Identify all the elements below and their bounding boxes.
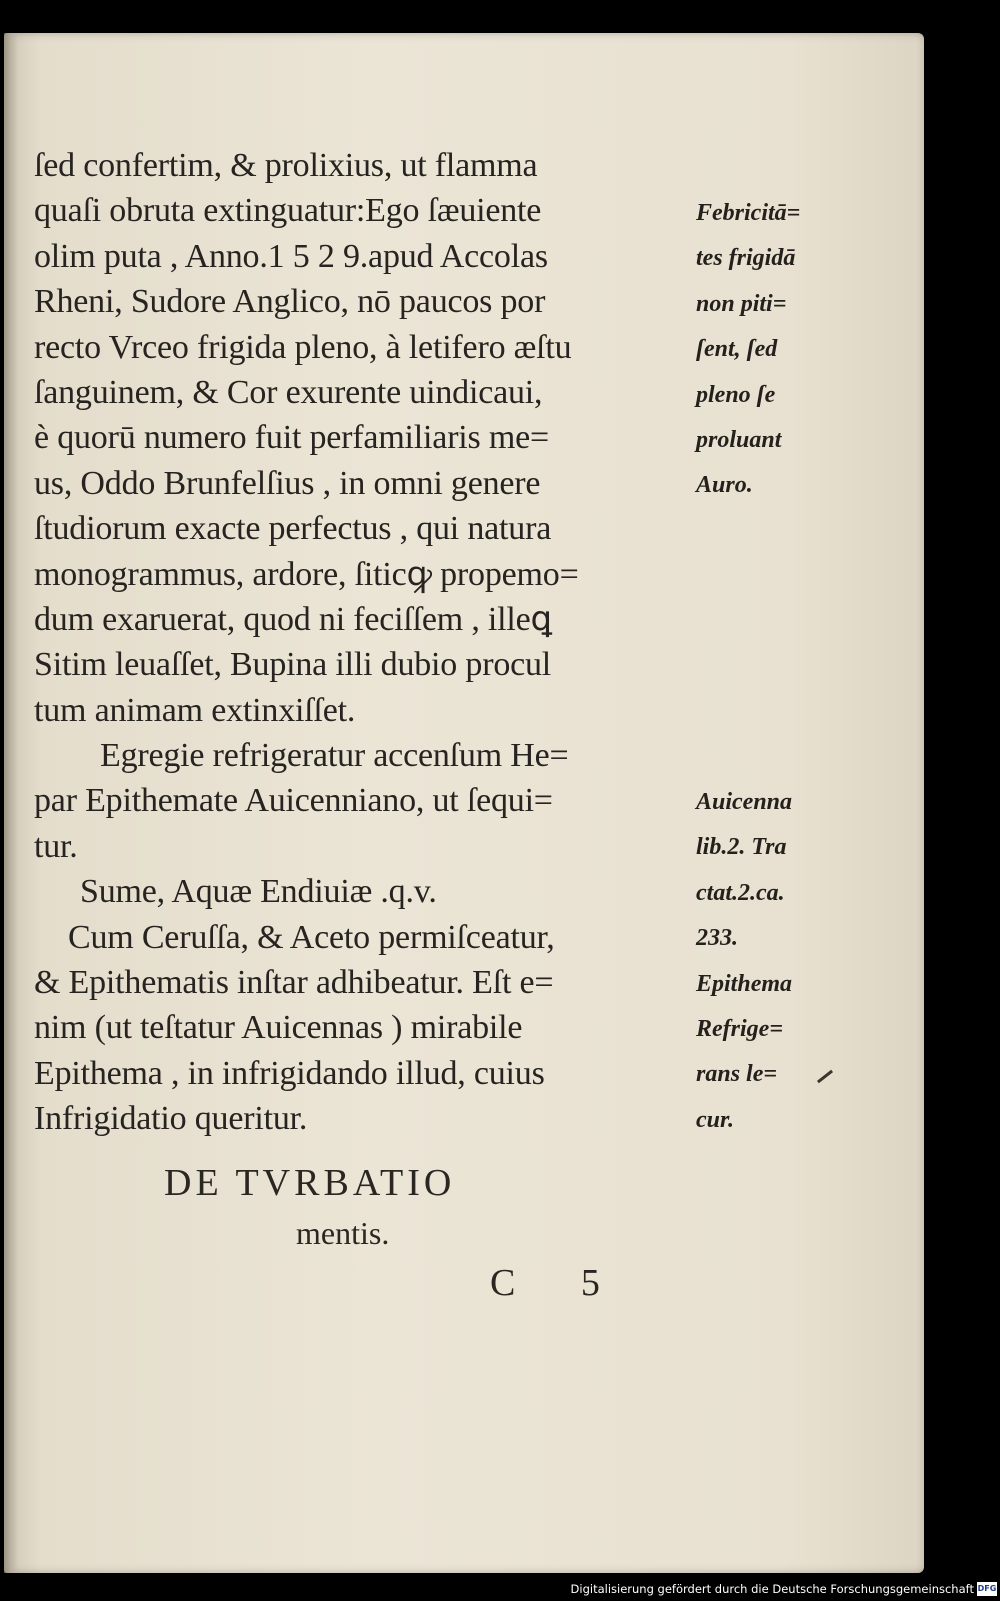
text-line: quaſi obruta extinguatur:Ego ſæuiente: [34, 192, 542, 230]
text-line: recto Vrceo frigida pleno, à letifero æſtu: [34, 328, 572, 366]
margin-note-line: Febricitā=: [696, 200, 801, 226]
text-line: us, Oddo Brunfelſius , in omni genere: [34, 464, 541, 502]
margin-note-line: Auro.: [696, 472, 753, 499]
text-line: ſtudiorum exacte perfectus , qui natura: [34, 510, 552, 548]
margin-note-febricitantes: [696, 191, 826, 509]
margin-note-line: proluant: [696, 426, 782, 453]
margin-note-line: Auicenna: [696, 789, 793, 815]
margin-note-line: pleno ſe: [696, 381, 776, 408]
text-line: ſanguinem, & Cor exurente uindicaui,: [34, 373, 543, 411]
text-line: nim (ut teſtatur Auicennas ) mirabile: [34, 1009, 523, 1047]
margin-note-line: tes frigidā: [696, 245, 796, 272]
body-text: [34, 143, 694, 1142]
text-line: Cum Ceruſſa, & Aceto permiſceatur,: [68, 918, 555, 956]
text-line: Egregie refrigeratur accenſum He=: [100, 737, 569, 775]
margin-note-line: cur.: [696, 1106, 735, 1133]
funding-credit: Digitalisierung gefördert durch die Deutsche Forschungsgemeinschaft: [570, 1582, 974, 1596]
text-line: Epithema , in infrigidando illud, cuius: [34, 1054, 545, 1092]
margin-note-line: lib.2. Tra: [696, 834, 787, 861]
text-line: Sume, Aquæ Endiuiæ .q.v.: [80, 873, 437, 911]
page-gutter-shadow: [4, 33, 18, 1573]
margin-note-line: ſent, ſed: [696, 336, 778, 363]
margin-note-auicenna: [696, 780, 826, 1143]
text-line: tum animam extinxiſſet.: [34, 691, 356, 729]
dfg-logo-icon: DFG: [977, 1582, 997, 1596]
footer-bar: [0, 1578, 1000, 1601]
margin-note-line: 233.: [696, 925, 738, 952]
text-line: olim puta , Anno.1 5 2 9.apud Accolas: [34, 237, 548, 275]
book-page: [4, 33, 924, 1573]
text-line: & Epithematis inſtar adhibeatur. Eſt e=: [34, 964, 554, 1002]
text-line: tur.: [34, 827, 78, 865]
margin-note-line: non piti=: [696, 290, 787, 317]
margin-note-line: Refrige=: [696, 1015, 783, 1042]
text-line: monogrammus, ardore, ſiticꝙ propemo=: [34, 555, 579, 593]
section-heading: DE TVRBATIO: [164, 1162, 456, 1204]
text-line: Sitim leuaſſet, Bupina illi dubio procul: [34, 646, 552, 684]
section-subheading: mentis.: [296, 1215, 390, 1251]
margin-note-line: Epithema: [696, 970, 793, 997]
text-line: Rheni, Sudore Anglico, nō paucos por: [34, 283, 546, 321]
text-line: par Epithemate Auicenniano, ut ſequi=: [34, 782, 553, 820]
margin-note-line: rans le=: [696, 1061, 778, 1088]
margin-note-line: ctat.2.ca.: [696, 879, 785, 906]
text-line: è quorū numero fuit perfamiliaris me=: [34, 419, 550, 457]
text-line: Infrigidatio queritur.: [34, 1100, 308, 1138]
text-line: ſed confertim, & prolixius, ut flamma: [34, 147, 538, 184]
signature-mark: C 5: [490, 1262, 628, 1304]
text-line: dum exaruerat, quod ni feciſſem , illeꝗ: [34, 600, 552, 638]
